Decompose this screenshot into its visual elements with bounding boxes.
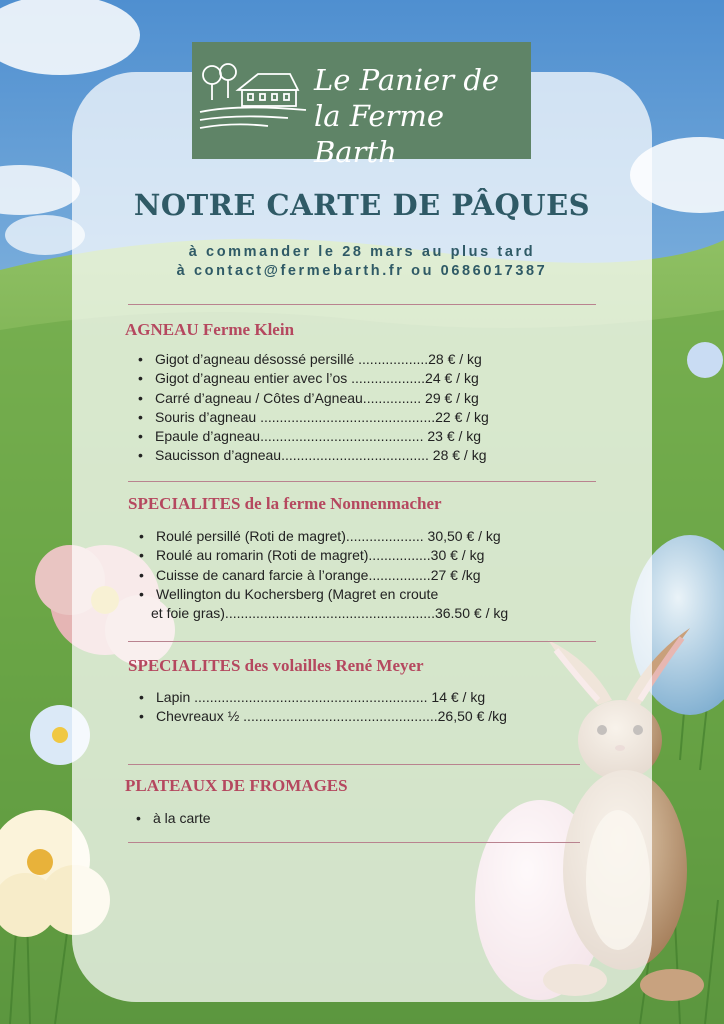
fromages-list <box>136 809 211 828</box>
divider <box>128 304 596 305</box>
list-item: • Roulé au romarin (Roti de magret)................30 € / kg <box>139 547 485 564</box>
order-contact: à contact@fermebarth.fr ou 0686017387 <box>176 263 548 279</box>
list-item: • Gigot d’agneau désossé persillé ..................28 € / kg <box>138 351 482 367</box>
page-title: NOTRE CARTE DE PÂQUES <box>133 188 591 222</box>
list-item: • Epaule d’agneau.......................................... 23 € / kg <box>138 428 482 445</box>
meyer-list <box>139 688 507 727</box>
logo-title <box>314 62 524 170</box>
list-item: • Chevreaux ½ ..................................................26,50 € /kg <box>139 708 507 725</box>
nonnenmacher-list <box>139 527 508 623</box>
logo-line-2: la Ferme Barth <box>314 99 445 169</box>
list-item: • Carré d’agneau / Côtes d’Agneau............... 29 € / kg <box>138 389 479 406</box>
section-title-fromages: PLATEAUX DE FROMAGES <box>125 776 348 795</box>
agneau-list <box>138 350 489 466</box>
farm-logo <box>192 42 531 169</box>
list-item: • Lapin ............................................................ 14 € / kg <box>139 689 486 705</box>
divider <box>128 481 596 482</box>
list-item: • Saucisson d’agneau...................................... 28 € / kg <box>138 447 487 464</box>
section-title-meyer: SPECIALITES des volailles René Meyer <box>128 656 424 675</box>
section-title-agneau: AGNEAU Ferme Klein <box>125 320 295 339</box>
list-item: • à la carte <box>136 810 211 826</box>
section-title-nonnenmacher: SPECIALITES de la ferme Nonnenmacher <box>128 494 442 513</box>
divider <box>128 641 596 642</box>
list-item: • Roulé persillé (Roti de magret).................... 30,50 € / kg <box>139 528 501 544</box>
order-info <box>72 243 652 281</box>
list-item: • Souris d’agneau .............................................22 € / kg <box>138 408 489 425</box>
farmhouse-icon <box>198 62 308 142</box>
divider <box>128 764 580 765</box>
list-item: • Cuisse de canard farcie à l’orange................27 € /kg <box>139 566 481 583</box>
list-item: • Gigot d’agneau entier avec l’os ...................24 € / kg <box>138 370 479 387</box>
list-item-continuation: et foie gras)......................................................36.50 € / kg <box>151 605 509 622</box>
logo-line-1: Le Panier de <box>314 63 500 97</box>
list-item: • Wellington du Kochersberg (Magret en croute <box>139 585 439 602</box>
divider <box>128 842 580 843</box>
order-deadline: à commander le 28 mars au plus tard <box>188 244 536 260</box>
